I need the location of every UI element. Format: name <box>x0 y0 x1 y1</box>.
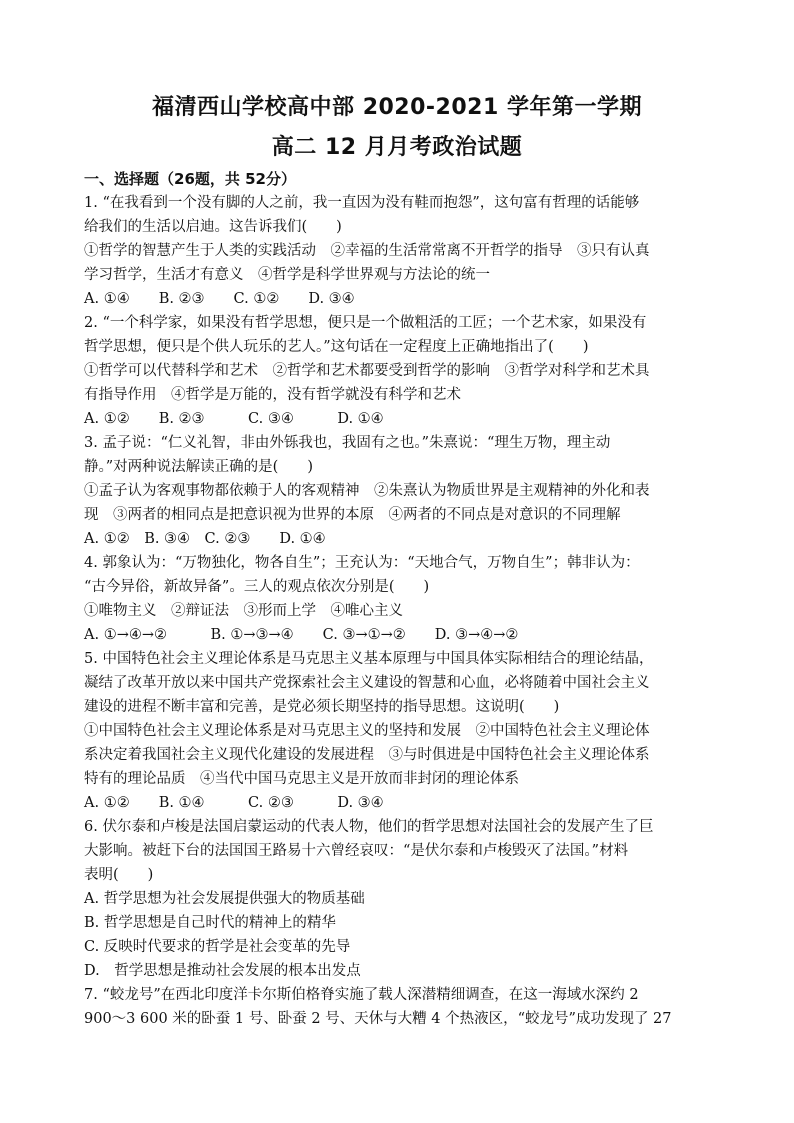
text-line: ①中国特色社会主义理论体系是对马克思主义的坚持和发展 ②中国特色社会主义理论体 <box>84 723 650 739</box>
exam-title: 福清西山学校高中部 2020-2021 学年第一学期 <box>152 95 642 120</box>
text-line: 2. “一个科学家，如果没有哲学思想，便只是一个做粗活的工匠；一个艺术家，如果没有 <box>84 315 647 331</box>
text-line: 静。”对两种说法解读正确的是( ) <box>84 459 313 475</box>
section-heading: 一、选择题（26题，共 52分） <box>84 170 296 188</box>
text-line: 6. 伏尔泰和卢梭是法国启蒙运动的代表人物，他们的哲学思想对法国社会的发展产生了巨 <box>84 819 654 835</box>
text-line: 凝结了改革开放以来中国共产党探索社会主义建设的智慧和心血，必将随着中国社会主义 <box>84 675 650 691</box>
exam-subtitle: 高二 12 月月考政治试题 <box>271 135 523 160</box>
text-line: 900～3 600 米的卧蚕 1 号、卧蚕 2 号、天休与大糟 4 个热液区，“蛟龙号”成功发现了 27 <box>84 1011 672 1027</box>
text-line: 给我们的生活以启迪。这告诉我们( ) <box>84 219 342 235</box>
answer-option-a: A. 哲学思想为社会发展提供强大的物质基础 <box>84 891 365 907</box>
text-line: 4. 郭象认为：“万物独化，物各自生”；王充认为：“天地合气，万物自生”；韩非认为： <box>84 555 640 571</box>
text-line: 5. 中国特色社会主义理论体系是马克思主义基本原理与中国具体实际相结合的理论结晶， <box>84 651 654 667</box>
text-line: 建设的进程不断丰富和完善，是党必须长期坚持的指导思想。这说明( ) <box>84 699 560 715</box>
answer-options: A. ①② B. ③④ C. ②③ D. ①④ <box>84 531 326 547</box>
answer-options: A. ①② B. ①④ C. ②③ D. ③④ <box>84 795 384 811</box>
text-line: 有指导作用 ④哲学是万能的，没有哲学就没有科学和艺术 <box>84 387 461 403</box>
text-line: 现 ③两者的相同点是把意识视为世界的本原 ④两者的不同点是对意识的不同理解 <box>84 507 621 523</box>
text-line: 哲学思想，便只是个供人玩乐的艺人。”这句话在一定程度上正确地指出了( ) <box>84 339 589 355</box>
answer-options: A. ①→④→② B. ①→③→④ C. ③→①→② D. ③→④→② <box>84 627 519 643</box>
answer-options: A. ①② B. ②③ C. ③④ D. ①④ <box>84 411 384 427</box>
answer-option-b: B. 哲学思想是自己时代的精神上的精华 <box>84 915 336 931</box>
answer-option-d: D. 哲学思想是推动社会发展的根本出发点 <box>84 963 361 979</box>
text-line: 大影响。被赶下台的法国国王路易十六曾经哀叹：“是伏尔泰和卢梭毁灭了法国。”材料 <box>84 843 629 859</box>
text-line: 3. 孟子说：“仁义礼智，非由外铄我也，我固有之也。”朱熹说：“理生万物，理主动 <box>84 435 611 451</box>
answer-option-c: C. 反映时代要求的哲学是社会变革的先导 <box>84 939 351 955</box>
text-line: ①唯物主义 ②辩证法 ③形而上学 ④唯心主义 <box>84 603 403 619</box>
text-line: 学习哲学，生活才有意义 ④哲学是科学世界观与方法论的统一 <box>84 267 490 283</box>
text-line: ①哲学可以代替科学和艺术 ②哲学和艺术都要受到哲学的影响 ③哲学对科学和艺术具 <box>84 363 650 379</box>
text-line: 1. “在我看到一个没有脚的人之前，我一直因为没有鞋而抱怨”，这句富有哲理的话能够 <box>84 195 640 211</box>
text-line: 特有的理论品质 ④当代中国马克思主义是开放而非封闭的理论体系 <box>84 771 519 787</box>
text-line: 7. “蛟龙号”在西北印度洋卡尔斯伯格脊实施了载人深潜精细调查，在这一海域水深约 2 <box>84 987 639 1003</box>
text-line: 系决定着我国社会主义现代化建设的发展进程 ③与时俱进是中国特色社会主义理论体系 <box>84 747 650 763</box>
text-line: 表明( ) <box>84 867 154 883</box>
text-line: ①孟子认为客观事物都依赖于人的客观精神 ②朱熹认为物质世界是主观精神的外化和表 <box>84 483 650 499</box>
answer-options: A. ①④ B. ②③ C. ①② D. ③④ <box>84 291 355 307</box>
text-line: “古今异俗，新故异备”。三人的观点依次分别是( ) <box>84 579 430 595</box>
text-line: ①哲学的智慧产生于人类的实践活动 ②幸福的生活常常离不开哲学的指导 ③只有认真 <box>84 243 650 259</box>
